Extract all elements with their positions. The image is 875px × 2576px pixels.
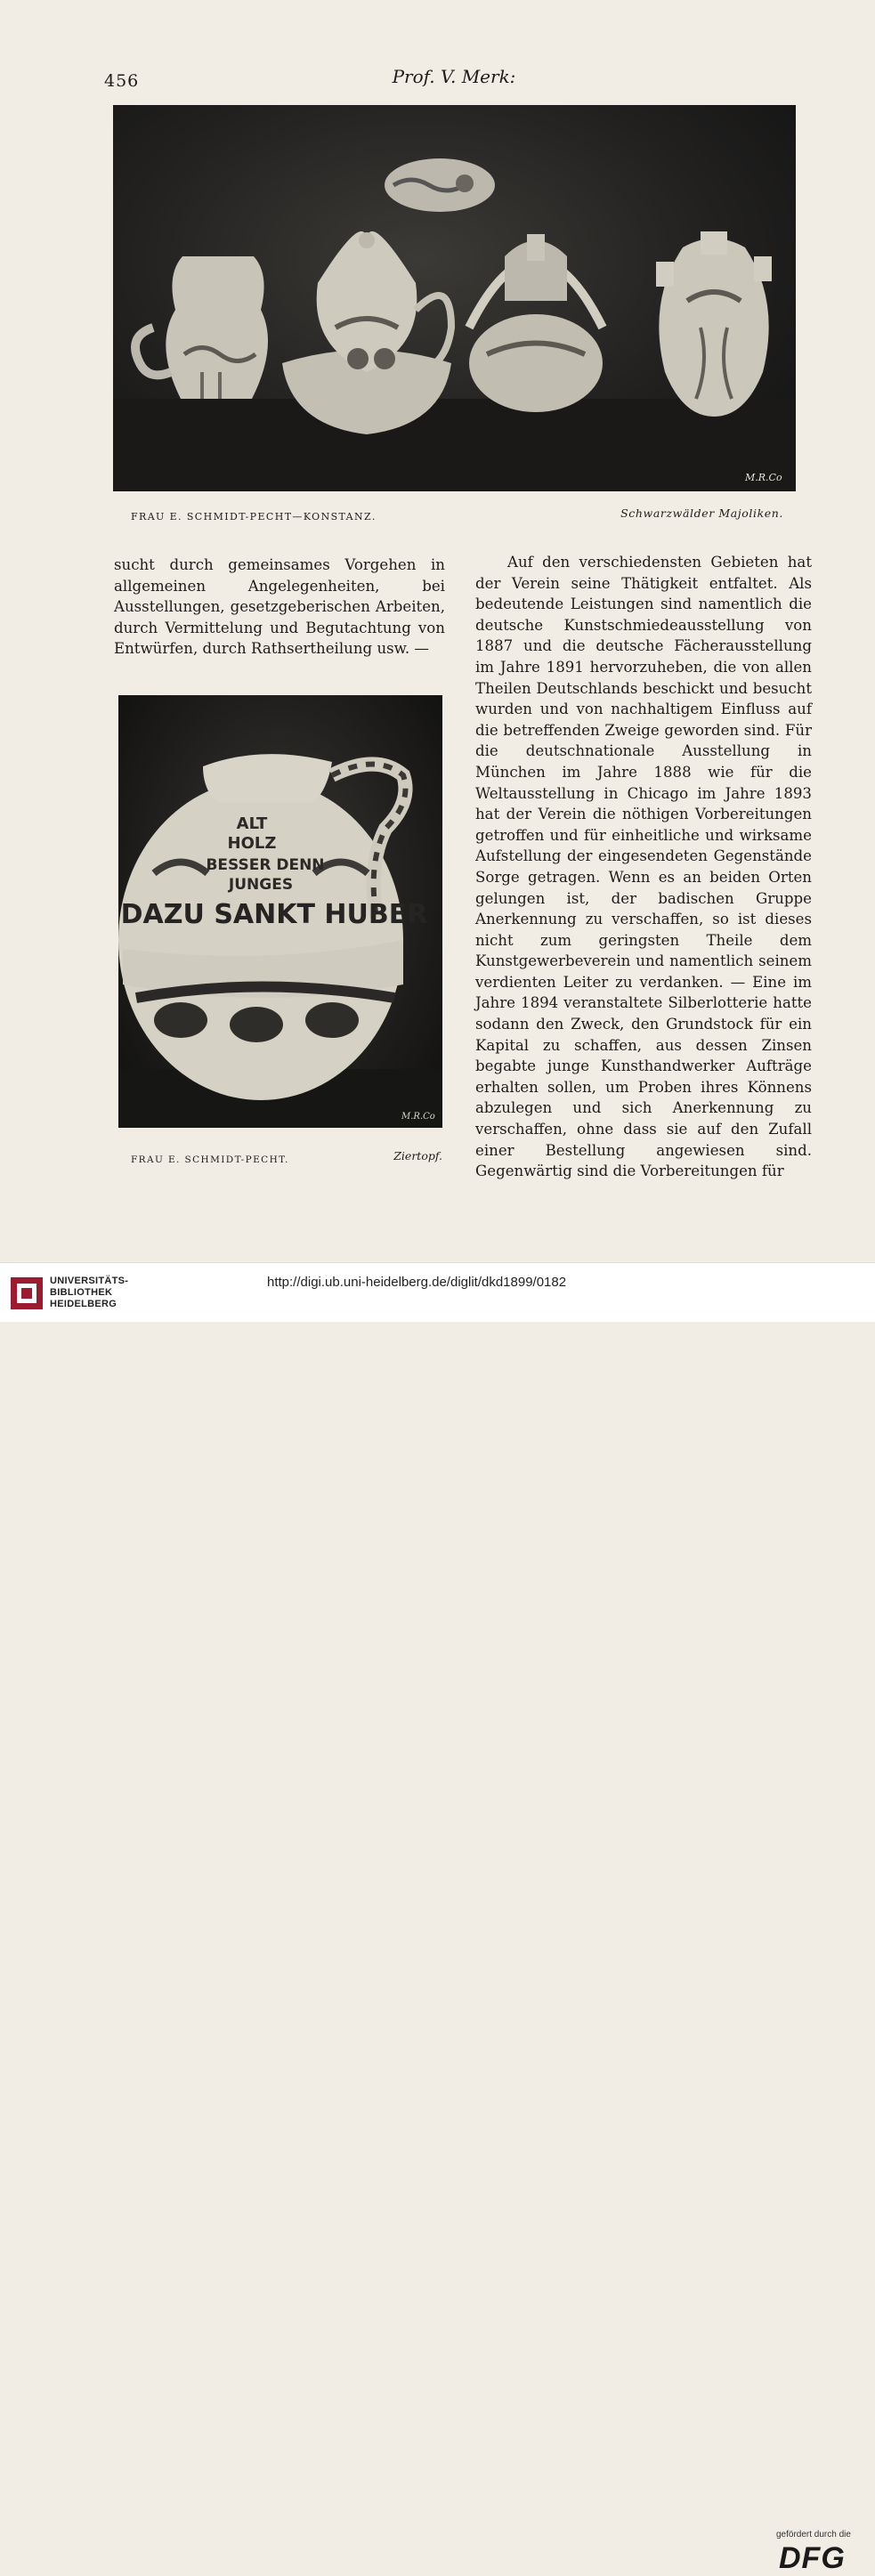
small-bowl <box>385 158 495 212</box>
photo-signature: M.R.Co <box>401 1112 435 1122</box>
university-seal-icon <box>9 1276 45 1311</box>
dfg-logo: DFG <box>779 2541 846 2575</box>
running-head: Prof. V. Merk: <box>392 66 516 87</box>
jug-inscription-4: JUNGES <box>228 876 294 894</box>
library-line: HEIDELBERG <box>50 1299 117 1309</box>
basin-and-ewer <box>282 231 451 434</box>
digitization-footer <box>0 1262 875 2575</box>
figure-caption-left: FRAU E. SCHMIDT-PECHT. <box>131 1154 289 1165</box>
sponsor-label: gefördert durch die <box>776 2530 851 2540</box>
jug-inscription-3: BESSER DENN <box>206 856 325 874</box>
majolica-photograph <box>113 105 796 491</box>
library-name <box>50 1276 128 1310</box>
ring-bottle <box>469 234 603 412</box>
figure-caption-left: FRAU E. SCHMIDT-PECHT—KONSTANZ. <box>131 511 377 522</box>
page-number: 456 <box>104 71 140 91</box>
text-column-right <box>475 552 812 1182</box>
jug-inscription-band: DAZU SANKT HUBER <box>120 899 428 930</box>
ziertopf-photograph <box>118 695 442 1128</box>
paragraph: sucht durch gemeinsames Vorgehen in allgemeinen Angelegenheiten, bei Ausstellungen, gesetzgeberischen Arbeiten, durch Vermittelung und Begutachtung von Entwürfen, durch Rathsertheilung usw. — <box>114 556 445 658</box>
jug-inscription-2: HOLZ <box>227 834 277 853</box>
permalink-url[interactable]: http://digi.ub.uni-heidelberg.de/diglit/dkd1899/0182 <box>267 1275 567 1290</box>
library-line: UNIVERSITÄTS- <box>50 1276 129 1286</box>
figure-caption-right: Schwarzwälder Majoliken. <box>620 506 783 520</box>
jug-inscription-1: ALT <box>236 814 268 833</box>
figure-caption-right: Ziertopf. <box>393 1149 442 1162</box>
left-jug <box>135 256 268 399</box>
vase-right <box>656 231 772 417</box>
paragraph: Auf den verschiedensten Gebieten hat der Verein seine Thätigkeit entfaltet. Als bedeutende Leistungen sind namentlich die deutsche Kunstschmiedeausstellung von 1887 und die deutsche Fächerausstellung im Jahre 1891 hervorzuheben, die von allen Theilen Deutschlands beschickt und besucht wurden und von nachhaltigem Einfluss auf die betreffenden Zweige geworden sind. Für die deutschnationale Ausstellung in München im Jahre 1888 wie für die Weltausstellung in Chicago im Jahre 1893 hat der Verein die nöthigen Vorbereitungen getroffen und für einheitliche und wirksame Aufstellung der eingesendeten Gegenstände Sorge getragen. Wenn es an beiden Orten gelungen ist, der badischen Gruppe Anerkennung zu verschaffen, so ist dieses nicht zum geringsten Theile dem Kunstgewerbeverein und namentlich seinem verdienten Leiter zu verdanken. — Eine im Jahre 1894 veranstaltete Silberlotterie hatte sodann den Zweck, den Grundstock für ein Kapital zu schaffen, aus dessen Zinsen begabte junge Kunsthandwerker Aufträge erhalten sollen, um Proben ihres Könnens abzulegen und sich Anerkennung zu verschaffen, ohne dass sie auf den Zufall einer Bestellung angewiesen sind. Gegenwärtig sind die Vorbereitungen für <box>475 554 812 1180</box>
text-column-left <box>114 555 445 660</box>
scanned-page <box>0 0 875 1262</box>
photo-signature: M.R.Co <box>745 472 782 483</box>
library-line: BIBLIOTHEK <box>50 1287 113 1298</box>
